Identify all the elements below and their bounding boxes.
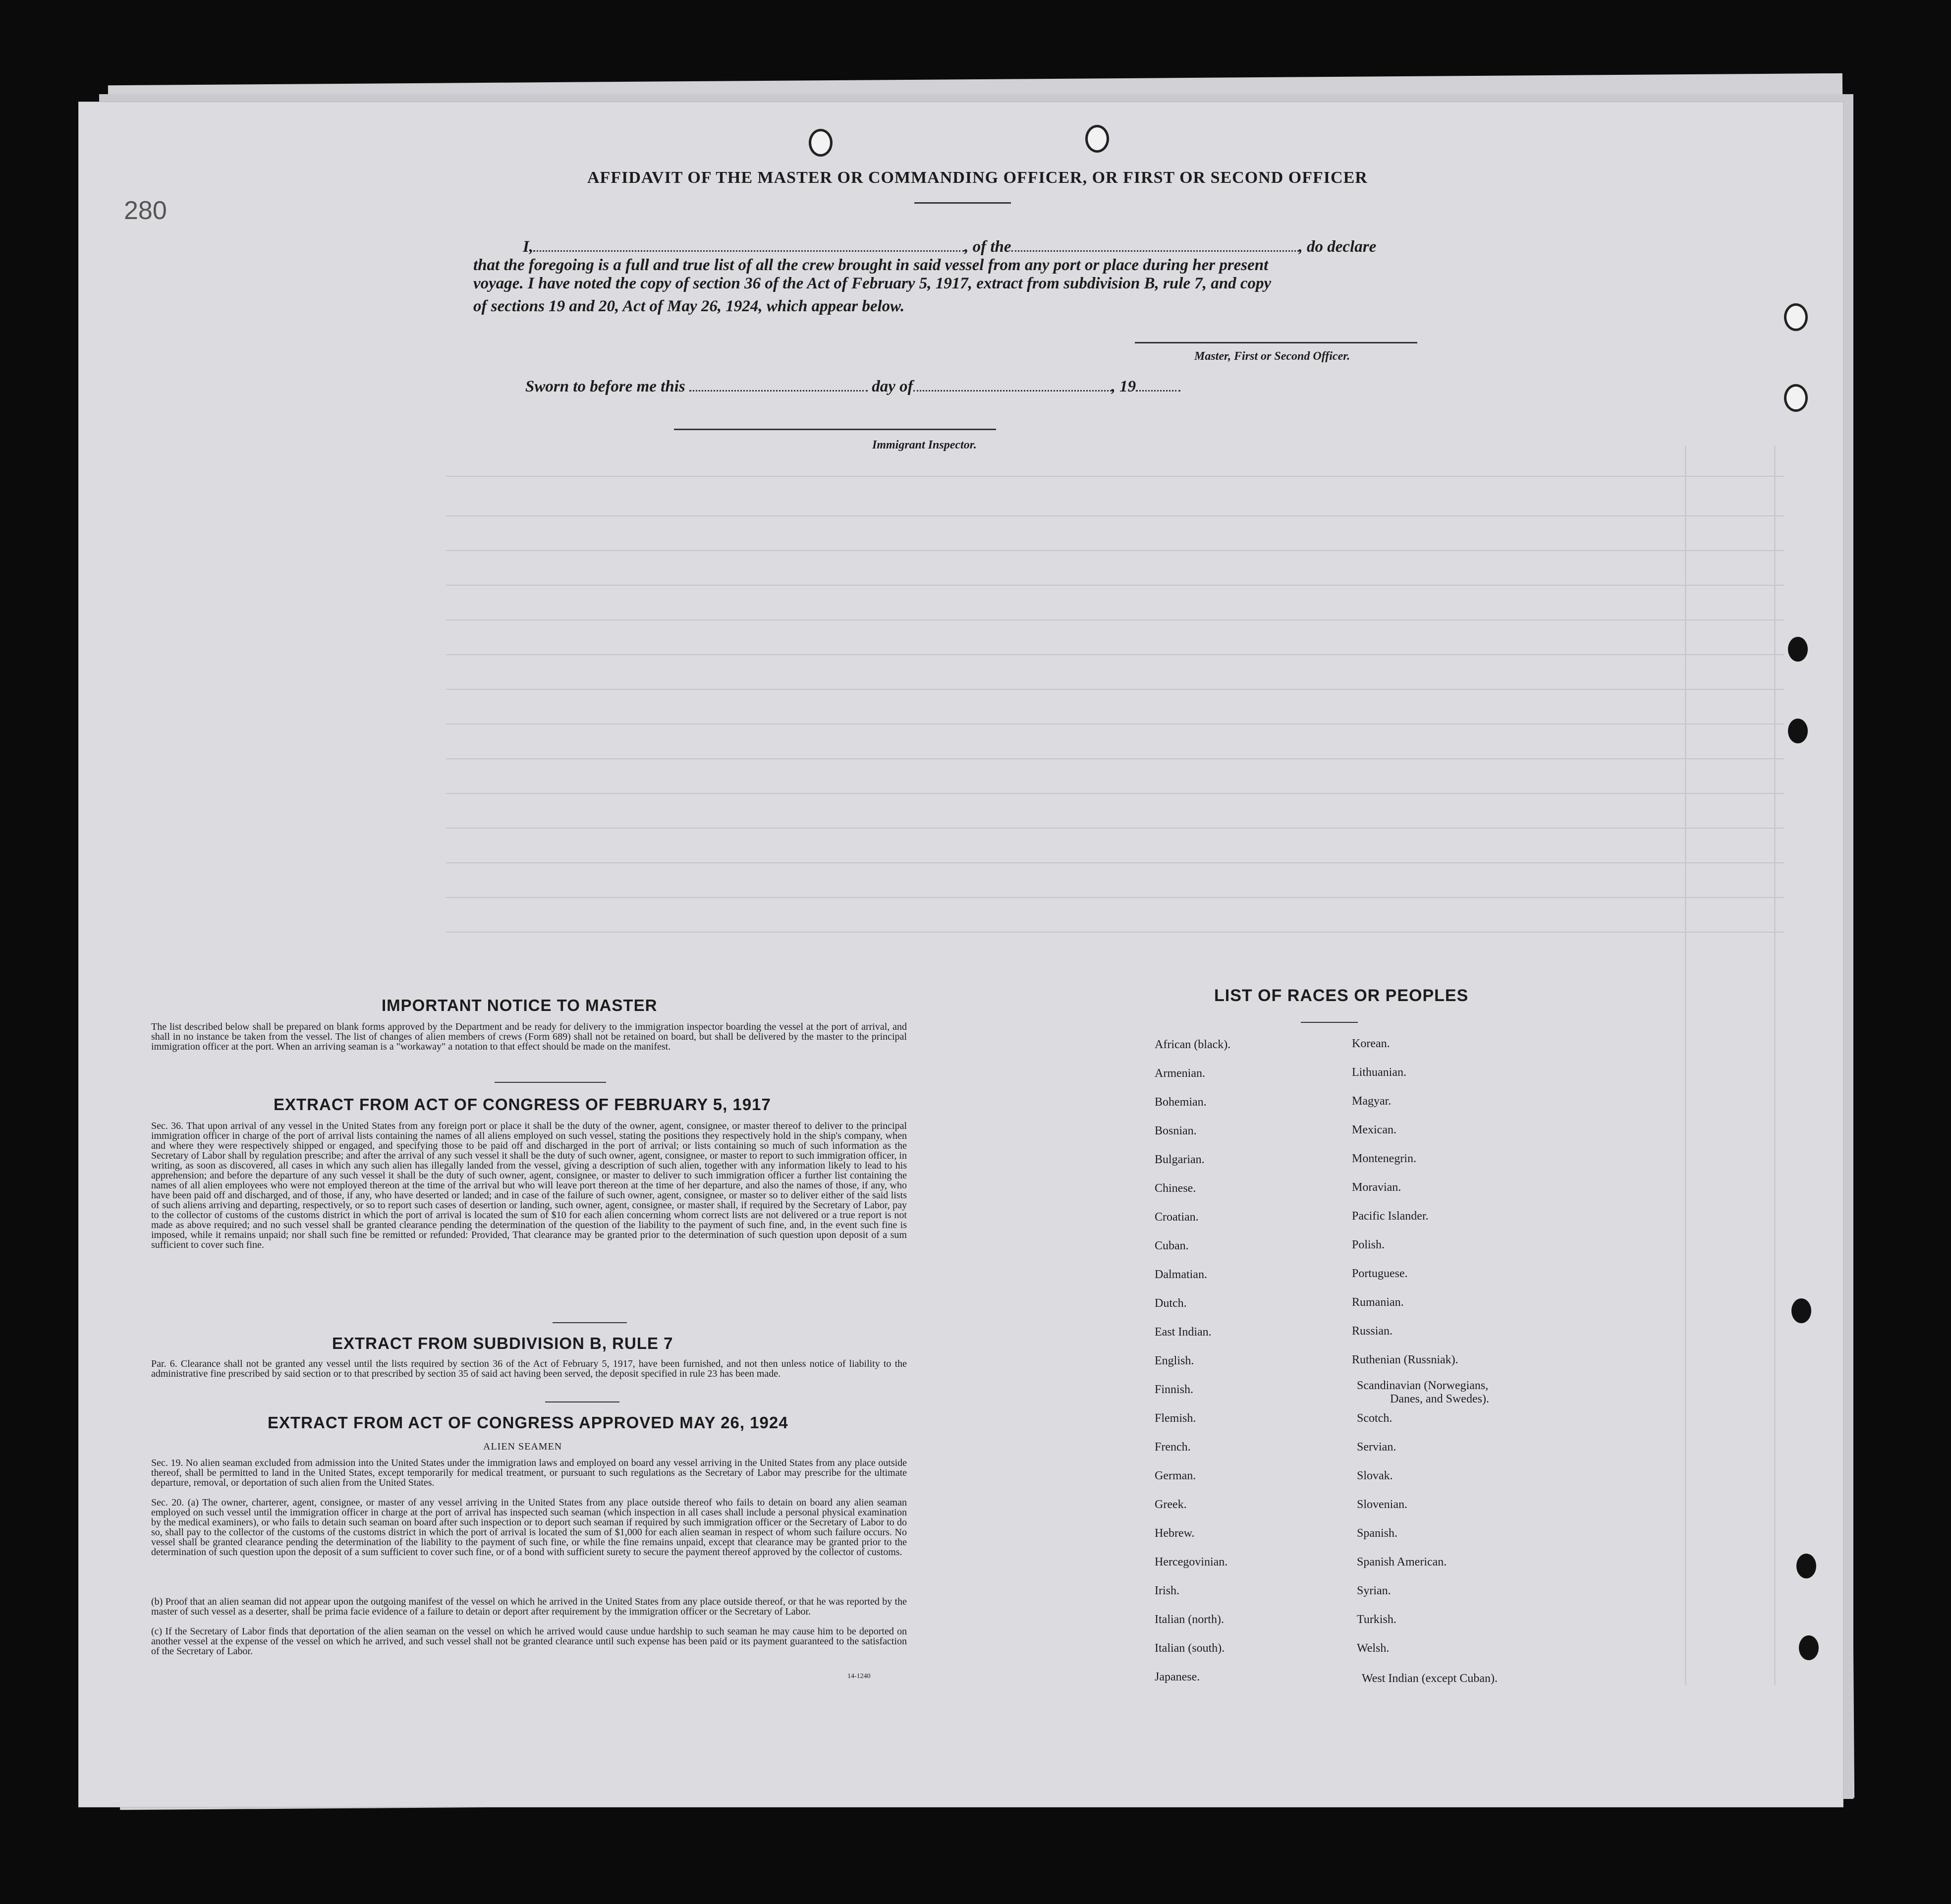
race-item: Moravian. [1352,1181,1401,1194]
section-20b-text: (b) Proof that an alien seaman did not appear upon the outgoing manifest of the vessel on which he arrived in the United States from any place outside thereof, or that he was reported by the master of such vessel as a deserter, shall be prima facie evidence of a failure to detain or deport after requirement by the immigration officer or the Secretary of Labor. [151,1596,907,1617]
race-item: Armenian. [1155,1067,1205,1080]
bleed-through-line [446,619,1784,620]
race-item: Hebrew. [1155,1527,1195,1540]
race-item: Polish. [1352,1238,1385,1251]
race-item: Cuban. [1155,1239,1189,1252]
race-item: Dutch. [1155,1297,1187,1310]
race-item: Bulgarian. [1155,1153,1205,1166]
punch-hole [1784,384,1808,412]
race-item: Servian. [1357,1441,1396,1454]
bleed-through-column [1774,446,1776,1685]
race-item: Welsh. [1357,1642,1390,1655]
bleed-through-column [1685,446,1686,1685]
inspector-signature-caption: Immigrant Inspector. [872,439,977,451]
race-item: Magyar. [1352,1095,1392,1108]
master-signature-line [1135,342,1417,343]
section-20c-text: (c) If the Secretary of Labor finds that deportation of the alien seaman on the vessel on which he arrived would cause undue hardship to such seaman he may cause him to be deported on another vessel at the expense of the vessel on which he arrived, and such vessel shall not be granted clearance until such expense has been paid or its payment guaranteed to the satisfaction of the Secretary of Labor. [151,1626,907,1657]
race-item: Russian. [1352,1325,1393,1338]
punch-hole [809,129,833,157]
race-item: Turkish. [1357,1613,1396,1626]
inspector-signature-line [674,429,996,430]
bleed-through-line [446,828,1784,829]
affidavit-line-1: I, , of the , do declare [523,238,1377,256]
bleed-through-line [446,476,1784,477]
race-item: Portuguese. [1352,1267,1408,1280]
margin-number: 280 [124,196,167,225]
race-item-continuation: Danes, and Swedes). [1390,1393,1489,1405]
race-item: Bohemian. [1155,1096,1207,1109]
race-item: Dalmatian. [1155,1268,1207,1281]
affidavit-line-4: of sections 19 and 20, Act of May 26, 1924, which appear below. [473,297,905,315]
punch-hole [1791,1298,1811,1323]
notice-title: IMPORTANT NOTICE TO MASTER [382,996,658,1014]
race-item: Italian (north). [1155,1613,1224,1626]
subdivision-text: Par. 6. Clearance shall not be granted any vessel until the lists required by section 36 of the Act of February 5, 1917, have been furnished, and not then unless notice of liability to the administrative fine prescribed by said section or to that prescribed by section 35 of said act having been served, the deposit specified in rule 23 has been made. [151,1358,907,1379]
race-item: Japanese. [1155,1671,1200,1683]
race-item: French. [1155,1441,1191,1454]
race-item: Italian (south). [1155,1642,1225,1655]
bleed-through-line [446,515,1784,516]
race-item: Korean. [1352,1037,1390,1050]
race-item: East Indian. [1155,1326,1212,1339]
race-item: Bosnian. [1155,1124,1197,1137]
race-item: Spanish American. [1357,1556,1447,1568]
punch-hole [1799,1635,1819,1660]
races-title-rule [1301,1022,1358,1023]
race-item: West Indian (except Cuban). [1362,1672,1498,1685]
affidavit-line-3: voyage. I have noted the copy of section 36 of the Act of February 5, 1917, extract from subdivision B, rule 7, and copy [473,275,1272,292]
race-item: Finnish. [1155,1383,1194,1396]
form-number: 14-1240 [847,1673,871,1680]
bleed-through-line [446,550,1784,551]
race-item: Pacific Islander. [1352,1210,1429,1223]
master-signature-caption: Master, First or Second Officer. [1194,350,1350,363]
bleed-through-line [446,758,1784,759]
bleed-through-line [446,932,1784,933]
bleed-through-line [446,585,1784,586]
race-item: Lithuanian. [1352,1066,1406,1079]
section-rule [553,1322,627,1323]
bleed-through-line [446,654,1784,655]
sworn-line: Sworn to before me this day of , 19 [525,378,1180,396]
section-19-text: Sec. 19. No alien seaman excluded from admission into the United States under the immigration laws and employed on board any vessel arriving in the United States from any place outside thereof, shall be permitted to land in the United States, except temporarily for medical treatment, or pursuant to such regulations as the Secretary of Labor may prescribe for the ultimate departure, removal, or deportation of such alien from the United States. [151,1457,907,1488]
bleed-through-line [446,897,1784,898]
race-item: Hercegovinian. [1155,1556,1228,1568]
punch-hole [1788,637,1808,662]
punch-hole [1784,303,1808,331]
race-item: Slovak. [1357,1469,1393,1482]
race-item: Slovenian. [1357,1498,1407,1511]
race-item: Mexican. [1352,1123,1396,1136]
alien-seamen-subtitle: ALIEN SEAMEN [483,1441,562,1452]
punch-hole [1788,719,1808,743]
race-item: Montenegrin. [1352,1152,1416,1165]
affidavit-line-2: that the foregoing is a full and true list of all the crew brought in said vessel from any port or place during her present [473,256,1269,274]
race-item: Greek. [1155,1498,1187,1511]
race-item: Flemish. [1155,1412,1196,1425]
race-item: Croatian. [1155,1211,1199,1224]
races-title: LIST OF RACES OR PEOPLES [1214,986,1469,1005]
race-item: German. [1155,1469,1196,1482]
affidavit-title: AFFIDAVIT OF THE MASTER OR COMMANDING OFFICER, OR FIRST OR SECOND OFFICER [587,168,1368,187]
race-item: African (black). [1155,1038,1231,1051]
punch-hole [1085,125,1109,153]
title-rule [914,202,1011,204]
section-20a-text: Sec. 20. (a) The owner, charterer, agent, consignee, or master of any vessel arriving in the United States from any place outside thereof who fails to detain on board any alien seaman employed on such vessel until the immigration officer in charge at the port of arrival has inspected such seaman (which inspection in all cases shall include a personal physical examination by the medical examiners), or who fails to detain such seaman on board after such inspection or to deport such seaman if required by such immigration officer or the Secretary of Labor to do so, shall pay to the collector of the customs of the customs district in which the port of arrival is located the sum of $1,000 for each alien seaman in respect of whom such failure occurs. No vessel shall be granted clearance pending the determination of the liability to the payment of such fine, or while the fine remains unpaid, except that clearance may be granted prior to the determination of such question upon the deposit of a sum sufficient to cover such fine, or of a bond with sufficient surety to secure the payment thereof approved by the collector of customs. [151,1497,907,1558]
race-item: Ruthenian (Russniak). [1352,1353,1458,1366]
race-item: English. [1155,1354,1194,1367]
race-item: Syrian. [1357,1584,1391,1597]
subdivision-title: EXTRACT FROM SUBDIVISION B, RULE 7 [332,1334,673,1352]
extract-1917-text: Sec. 36. That upon arrival of any vessel in the United States from any foreign port or place it shall be the duty of the owner, agent, consignee, or master thereof to deliver to the principal immigration officer in charge of the port of arrival lists containing the names of all aliens employed on such vessel, stating the positions they respectively hold in the ship's company, when and where they were respectively shipped or engaged, and specifying those to be paid off and discharged in the port of arrival; or lists containing so much of such information as the Secretary of Labor shall by regulation prescribe; and after the arrival of any such vessel it shall be the duty of such owner, agent, consignee, or master to report to such immigration officer, in writing, as soon as discovered, all cases in which any such alien has illegally landed from the vessel, giving a description of such alien, together with any information likely to lead to his apprehension; and before the departure of any such vessel it shall be the duty of such owner, agent, consignee, or master to deliver to such immigration officer a further list containing the names of all alien employees who were not employed thereon at the time of the arrival but who will leave port thereon at the time of her departure, and also the names of those, if any, who have been paid off and discharged, and of those, if any, who have deserted or landed; and in case of the failure of such owner, agent, consignee, or master so to deliver either of the said lists of such aliens arriving and departing, respectively, or so to report such cases of desertion or landing, such owner, agent, consignee, or master shall, if required by the Secretary of Labor, pay to the collector of customs of the customs district in which the port of arrival is located the sum of $10 for each alien concerning whom correct lists are not delivered or a true report is not made as above required; and no such vessel shall be granted clearance pending the determination of the question of the liability to the payment of such fine, and, in the event such fine is imposed, while it remains unpaid; nor shall such fine be remitted or refunded: Provided, That clearance may be granted prior to the determination of such question upon deposit of a sum sufficient to cover such fine. [151,1120,907,1250]
bleed-through-line [446,689,1784,690]
bleed-through-line [446,862,1784,863]
punch-hole [1796,1554,1816,1578]
race-item: Scandinavian (Norwegians, [1357,1379,1489,1392]
race-item: Chinese. [1155,1182,1196,1195]
bleed-through-line [446,724,1784,725]
race-item: Scotch. [1357,1412,1393,1425]
section-rule [545,1401,619,1402]
extract-1924-title: EXTRACT FROM ACT OF CONGRESS APPROVED MAY 26, 1924 [268,1413,788,1432]
race-item: Spanish. [1357,1527,1398,1540]
notice-text: The list described below shall be prepared on blank forms approved by the Department and be ready for delivery to the immigration inspector boarding the vessel at the port of arrival, and shall in no instance be taken from the vessel. The list of changes of alien members of crews (Form 689) shall not be retained on board, but shall be delivered by the master to the principal immigration officer at the port. When an arriving seaman is a "workaway" a notation to that effect should be made on the manifest. [151,1021,907,1052]
race-item: Rumanian. [1352,1296,1404,1309]
race-item: Irish. [1155,1584,1179,1597]
bleed-through-line [446,793,1784,794]
section-rule [495,1082,606,1083]
extract-1917-title: EXTRACT FROM ACT OF CONGRESS OF FEBRUARY 5, 1917 [274,1095,771,1114]
